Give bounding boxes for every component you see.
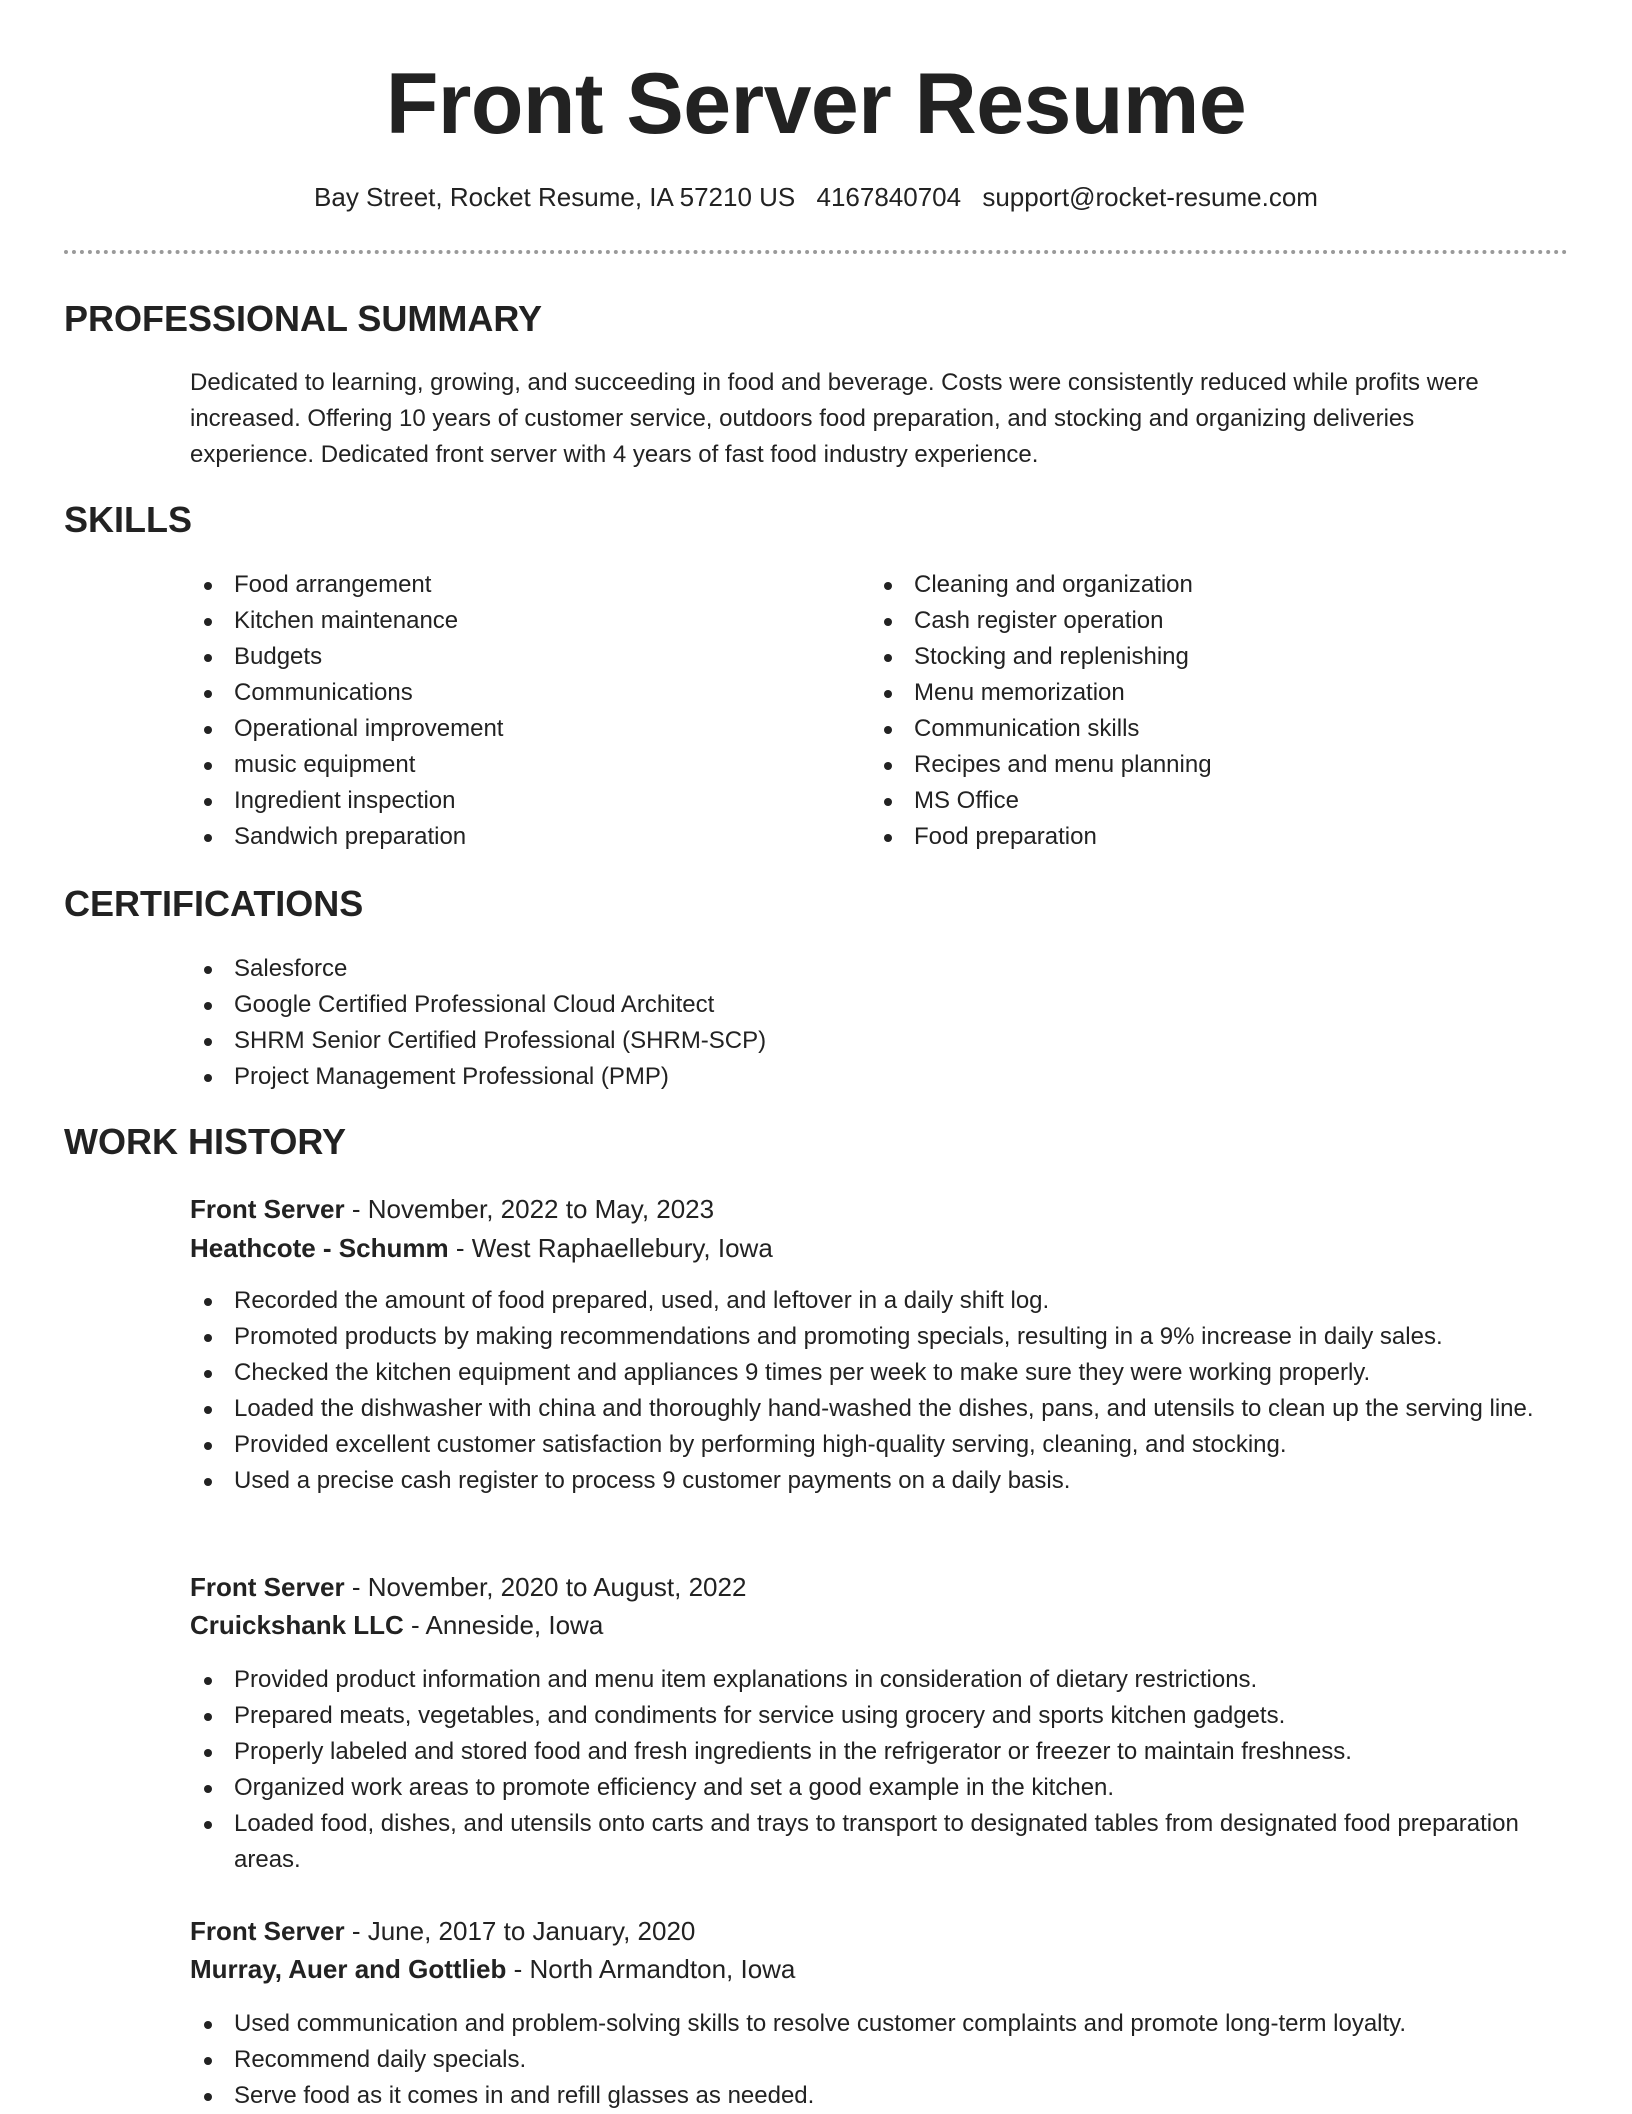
skill-item: MS Office (870, 783, 1510, 819)
skill-item: music equipment (190, 747, 830, 783)
job-title: Front Server (190, 1572, 345, 1602)
skill-item: Cleaning and organization (870, 567, 1510, 603)
certifications-list (190, 951, 1540, 1095)
certification-item: Google Certified Professional Cloud Architect (190, 987, 1540, 1023)
contact-address: Bay Street, Rocket Resume, IA 57210 US (314, 182, 796, 212)
skills-list-left (190, 567, 830, 855)
job-duty: Prepared meats, vegetables, and condiments for service using grocery and sports kitchen gadgets. (190, 1698, 1540, 1734)
job-duties-list (190, 2006, 1540, 2114)
job-location: - West Raphaellebury, Iowa (448, 1233, 773, 1263)
skill-item: Sandwich preparation (190, 819, 830, 855)
contact-email: support@rocket-resume.com (982, 182, 1318, 212)
certification-item: Project Management Professional (PMP) (190, 1059, 1540, 1095)
skill-item: Communications (190, 675, 830, 711)
skill-item: Menu memorization (870, 675, 1510, 711)
skill-item: Food arrangement (190, 567, 830, 603)
job-company-line (190, 1230, 773, 1266)
skill-item: Operational improvement (190, 711, 830, 747)
job-company-line (190, 1951, 795, 1987)
job-company: Murray, Auer and Gottlieb (190, 1954, 507, 1984)
skill-item: Recipes and menu planning (870, 747, 1510, 783)
contact-phone: 4167840704 (816, 182, 962, 212)
job-duty: Used a precise cash register to process 9 customer payments on a daily basis. (190, 1463, 1540, 1499)
job-duty: Used communication and problem-solving skills to resolve customer complaints and promote long-term loyalty. (190, 2006, 1540, 2042)
job-duty: Provided product information and menu item explanations in consideration of dietary restrictions. (190, 1662, 1540, 1698)
job-title-line (190, 1569, 746, 1605)
job-title-line (190, 1913, 695, 1949)
skill-item: Stocking and replenishing (870, 639, 1510, 675)
summary-text: Dedicated to learning, growing, and succeeding in food and beverage. Costs were consistently reduced while profits were increased. Offering 10 years of customer service, outdoors food preparation, and stocking and organizing deliveries experience. Dedicated front server with 4 years of fast food industry experience. (190, 369, 1479, 468)
header-divider (64, 250, 1568, 254)
skill-item: Kitchen maintenance (190, 603, 830, 639)
job-title: Front Server (190, 1916, 345, 1946)
skill-item: Communication skills (870, 711, 1510, 747)
job-location: - Anneside, Iowa (403, 1610, 604, 1640)
skill-item: Ingredient inspection (190, 783, 830, 819)
contact-line (0, 180, 1632, 214)
skill-item: Cash register operation (870, 603, 1510, 639)
job-duty: Properly labeled and stored food and fresh ingredients in the refrigerator or freezer to maintain freshness. (190, 1734, 1540, 1770)
job-location: - North Armandton, Iowa (506, 1954, 796, 1984)
job-duties-list (190, 1662, 1540, 1878)
skills-heading: SKILLS (64, 499, 193, 540)
work-history-heading: WORK HISTORY (64, 1121, 347, 1162)
resume-title: Front Server Resume (385, 56, 1247, 152)
job-dates: - June, 2017 to January, 2020 (344, 1916, 696, 1946)
skill-item: Budgets (190, 639, 830, 675)
job-duty: Serve food as it comes in and refill glasses as needed. (190, 2078, 1540, 2114)
job-title: Front Server (190, 1194, 345, 1224)
job-duty: Checked the kitchen equipment and appliances 9 times per week to make sure they were working properly. (190, 1355, 1540, 1391)
job-title-line (190, 1191, 714, 1227)
job-duty: Recommend daily specials. (190, 2042, 1540, 2078)
job-dates: - November, 2022 to May, 2023 (344, 1194, 715, 1224)
job-company: Cruickshank LLC (190, 1610, 404, 1640)
job-company-line (190, 1607, 603, 1643)
job-duties-list (190, 1283, 1540, 1499)
skill-item: Food preparation (870, 819, 1510, 855)
job-company: Heathcote - Schumm (190, 1233, 449, 1263)
job-duty: Recorded the amount of food prepared, used, and leftover in a daily shift log. (190, 1283, 1540, 1319)
skills-list-right (870, 567, 1510, 855)
job-duty: Organized work areas to promote efficiency and set a good example in the kitchen. (190, 1770, 1540, 1806)
job-dates: - November, 2020 to August, 2022 (344, 1572, 747, 1602)
job-duty: Loaded food, dishes, and utensils onto carts and trays to transport to designated tables from designated food preparation areas. (190, 1806, 1540, 1878)
certification-item: Salesforce (190, 951, 1540, 987)
certifications-heading: CERTIFICATIONS (64, 883, 364, 924)
job-duty: Loaded the dishwasher with china and thoroughly hand-washed the dishes, pans, and utensils to clean up the serving line. (190, 1391, 1540, 1427)
job-duty: Provided excellent customer satisfaction by performing high-quality serving, cleaning, and stocking. (190, 1427, 1540, 1463)
summary-heading: PROFESSIONAL SUMMARY (64, 298, 543, 339)
job-duty: Promoted products by making recommendations and promoting specials, resulting in a 9% increase in daily sales. (190, 1319, 1540, 1355)
certification-item: SHRM Senior Certified Professional (SHRM-SCP) (190, 1023, 1540, 1059)
